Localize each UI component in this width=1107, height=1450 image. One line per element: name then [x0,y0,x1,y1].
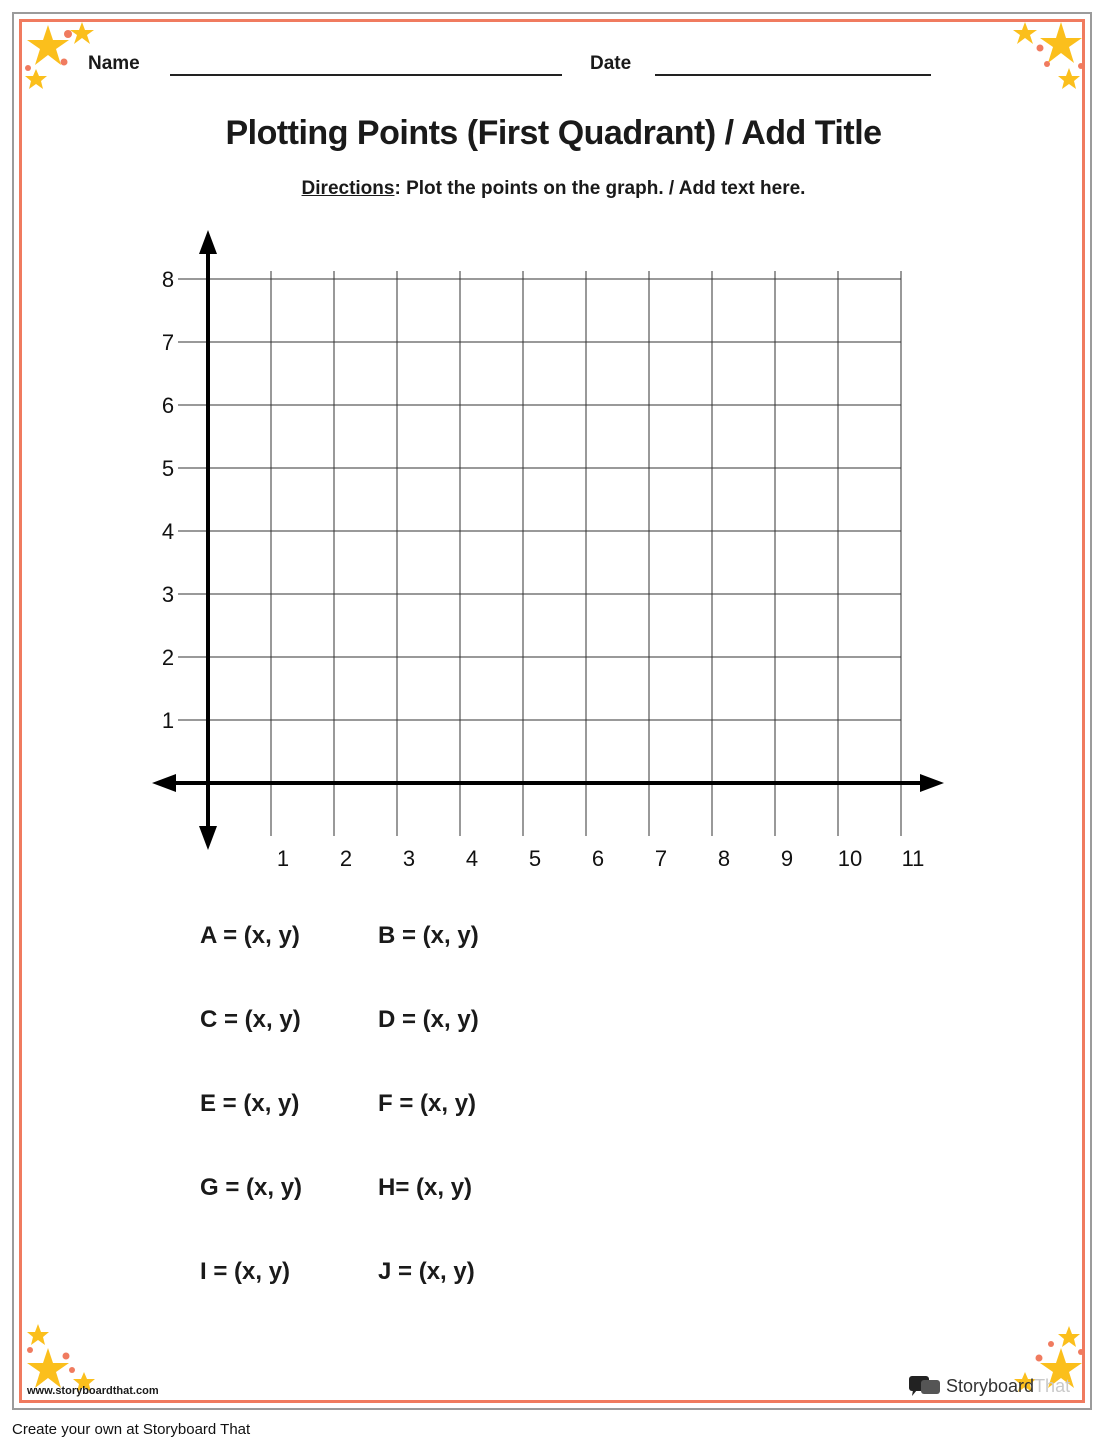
x-tick-label: 1 [276,846,290,871]
dot-icon [1036,1355,1043,1362]
star-icon [1058,1326,1080,1347]
point-label: J = (x, y) [378,1258,475,1285]
x-tick-label: 2 [339,846,353,871]
dot-icon [63,1353,70,1360]
x-axis-arrow-left [152,774,176,792]
dot-icon [27,1347,33,1353]
dot-icon [1048,1341,1054,1347]
point-label: C = (x, y) [200,1006,301,1033]
x-tick-label: 11 [901,846,925,871]
point-label: H= (x, y) [378,1174,473,1201]
point-label: I = (x, y) [200,1258,291,1285]
directions-text: : Plot the points on the graph. / Add text here. [394,178,806,199]
brand-light: That [1034,1375,1071,1396]
create-own-link[interactable]: Create your own at Storyboard That [12,1421,251,1438]
y-axis-arrow-down [199,826,217,850]
point-label: F = (x, y) [378,1090,477,1117]
dot-icon [1078,1349,1084,1355]
x-tick-label: 6 [591,846,605,871]
site-url: www.storyboardthat.com [27,1385,159,1397]
storyboard-logo-icon [908,1374,942,1398]
y-tick-label: 8 [161,267,175,292]
y-tick-label: 6 [161,393,175,418]
point-label: A = (x, y) [200,922,300,949]
point-label: G = (x, y) [200,1174,303,1201]
point-label: B = (x, y) [378,922,479,949]
date-label: Date [590,53,632,74]
point-label: D = (x, y) [378,1006,479,1033]
x-tick-label: 9 [780,846,794,871]
brand-logo [908,1374,1070,1398]
brand-main: Storyboard [946,1375,1035,1396]
x-tick-label: 4 [465,846,479,871]
y-tick-label: 5 [161,456,175,481]
y-tick-label: 4 [161,519,175,544]
x-tick-label: 10 [837,846,863,871]
x-tick-label: 3 [402,846,416,871]
y-tick-label: 2 [161,645,175,670]
x-axis-arrow-right [920,774,944,792]
dot-icon [69,1367,75,1373]
y-tick-label: 3 [161,582,175,607]
page-title: Plotting Points (First Quadrant) / Add Title [225,114,882,152]
star-icon [27,1324,49,1345]
star-icon [27,1348,69,1388]
y-axis-arrow-up [199,230,217,254]
directions-label: Directions [301,178,395,199]
y-tick-label: 1 [161,708,175,733]
y-tick-label: 7 [161,330,175,355]
point-label: E = (x, y) [200,1090,300,1117]
name-label: Name [88,53,140,74]
x-tick-label: 7 [654,846,668,871]
x-tick-label: 5 [528,846,542,871]
x-tick-label: 8 [717,846,731,871]
